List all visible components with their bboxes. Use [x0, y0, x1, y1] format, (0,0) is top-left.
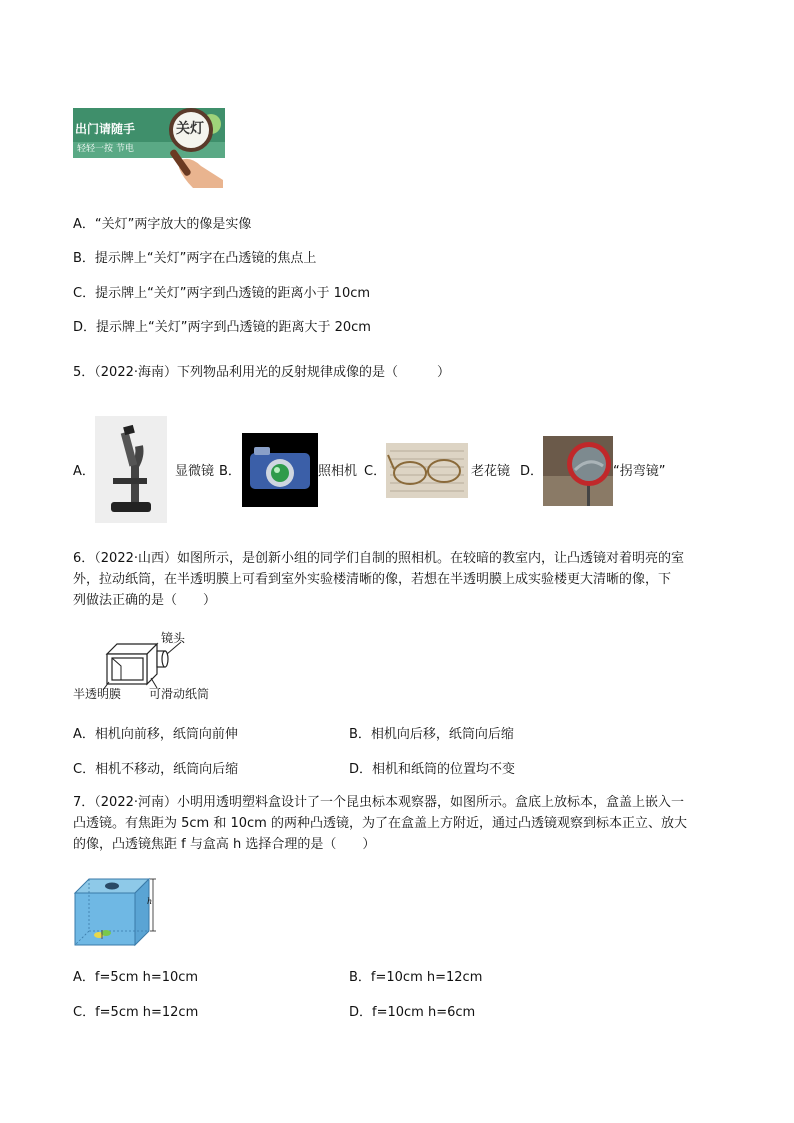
sign-text-line1: 出门请随手 [75, 122, 136, 136]
q6-stem-line2: 外，拉动纸筒，在半透明膜上可看到室外实验楼清晰的像，若想在半透明膜上成实验楼更大清晰的像，下 [73, 572, 672, 587]
q4-option-d: D．提示牌上“关灯”两字到凸透镜的距离大于 20cm [73, 320, 371, 335]
q4-option-a: A．“关灯”两字放大的像是实像 [73, 217, 252, 232]
q7-option-c: C．f=5cm h=12cm [73, 1005, 199, 1020]
q7-option-a: A．f=5cm h=10cm [73, 970, 199, 985]
q7-stem-line1: 7．（2022·河南）小明用透明塑料盒设计了一个昆虫标本观察器，如图所示。盒底上放标本，盒盖上嵌入一 [73, 795, 684, 810]
convex-mirror-image [543, 436, 613, 506]
q6-option-c: C．相机不移动，纸筒向后缩 [73, 762, 239, 777]
reading-glasses-image [386, 443, 468, 498]
sign-magnified-text: 关灯 [176, 121, 204, 137]
q5-stem: 5．（2022·海南）下列物品利用光的反射规律成像的是（ ） [73, 365, 450, 380]
q7-option-b: B．f=10cm h=12cm [349, 970, 483, 985]
tube-label: 可滑动纸筒 [149, 687, 210, 701]
lens-label: 镜头 [161, 631, 186, 645]
q5-option-d-name: “拐弯镜” [613, 464, 666, 479]
q4-option-b: B．提示牌上“关灯”两字在凸透镜的焦点上 [73, 251, 317, 266]
q7-option-d: D．f=10cm h=6cm [349, 1005, 476, 1020]
q6-stem-line3: 列做法正确的是（ ） [73, 593, 217, 608]
convex-mirror-icon [543, 436, 613, 506]
q7-stem-line2: 凸透镜。有焦距为 5cm 和 10cm 的两种凸透镜，为了在盒盖上方附近，通过凸透镜观察到标本正立、放大 [73, 816, 687, 831]
q6-stem-line1: 6．（2022·山西）如图所示，是创新小组的同学们自制的照相机。在较暗的教室内，让凸透镜对着明亮的室 [73, 551, 684, 566]
q5-option-c-letter: C． [364, 464, 387, 479]
q7-stem-line3: 的像，凸透镜焦距 f 与盒高 h 选择合理的是（ ） [73, 837, 376, 852]
film-label: 半透明膜 [73, 687, 122, 701]
q5-option-c-name: 老花镜 [471, 464, 511, 479]
camera-icon [242, 433, 318, 507]
lens-hole-icon [105, 883, 119, 890]
q5-option-a-letter: A． [73, 464, 95, 479]
homemade-camera-figure [73, 630, 223, 702]
microscope-icon [95, 416, 167, 523]
q5-option-a-name: 显微镜 [175, 464, 215, 479]
q4-option-c: C．提示牌上“关灯”两字到凸透镜的距离小于 10cm [73, 286, 371, 301]
glasses-icon [386, 443, 468, 498]
sign-text-line2: 轻轻一按 节电 [77, 144, 134, 154]
insect-viewer-figure [73, 877, 159, 949]
q6-option-b: B．相机向后移，纸筒向后缩 [349, 727, 514, 742]
height-label: h [147, 897, 153, 906]
q5-option-d-letter: D． [520, 464, 544, 479]
insect-viewer-box [73, 877, 159, 949]
q5-option-b-letter: B． [219, 464, 241, 479]
camera-image [242, 433, 318, 507]
q6-option-d: D．相机和纸筒的位置均不变 [349, 762, 516, 777]
sign-magnifier-figure [73, 108, 225, 188]
q5-option-b-name: 照相机 [318, 464, 358, 479]
microscope-image [95, 416, 167, 523]
q6-option-a: A．相机向前移，纸筒向前伸 [73, 727, 238, 742]
